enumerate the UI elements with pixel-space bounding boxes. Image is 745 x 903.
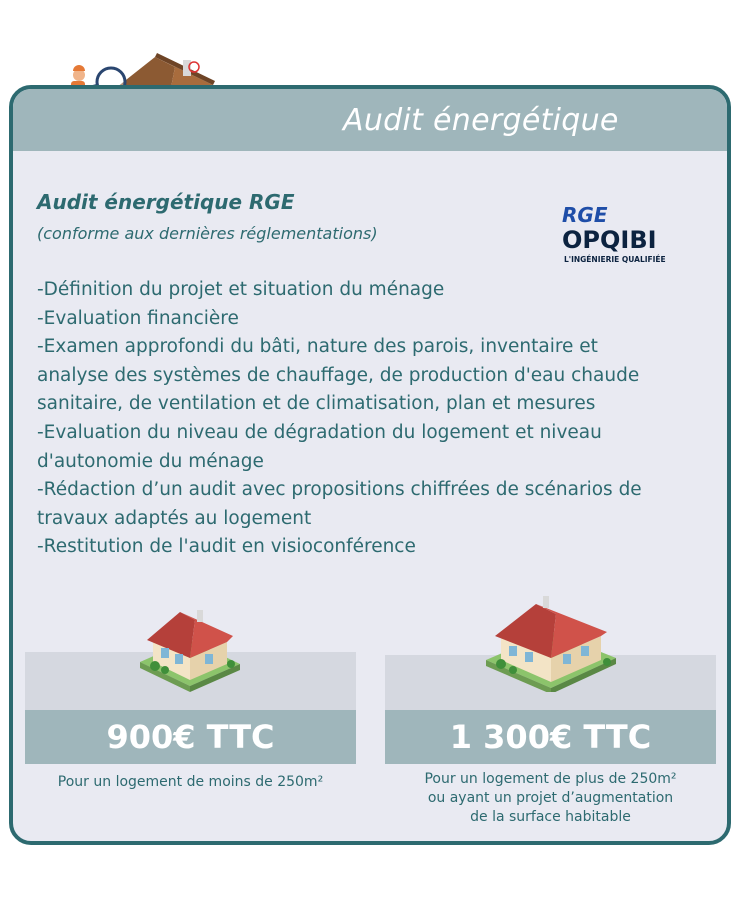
feature-line: -Evaluation financière <box>37 307 239 329</box>
page-title: Audit énergétique <box>343 103 619 138</box>
offer-caption <box>25 773 356 792</box>
large-house-icon <box>481 592 621 692</box>
caption-line: Pour un logement de plus de 250m² <box>424 771 677 787</box>
offer-large <box>385 590 716 830</box>
feature-line: -Restitution de l'audit en visioconférence <box>37 536 416 558</box>
price-label: 1 300€ TTC <box>385 710 716 764</box>
feature-line: -Définition du projet et situation du ménage <box>37 279 445 300</box>
rge-opqibi-logo <box>560 200 670 268</box>
feature-line: -Evaluation du niveau de dégradation du logement et niveau <box>37 421 602 443</box>
price-label: 900€ TTC <box>25 710 356 764</box>
feature-line: -Rédaction d’un audit avec propositions chiffrées de scénarios de <box>37 479 642 501</box>
caption-line: de la surface habitable <box>470 809 631 825</box>
logo-rge-text: RGE <box>562 203 608 227</box>
header-band <box>13 89 727 151</box>
caption-line: ou ayant un projet d’augmentation <box>427 790 674 806</box>
small-house-icon <box>135 602 245 692</box>
feature-line: d'autonomie du ménage <box>37 450 264 472</box>
offer-small <box>25 600 356 800</box>
offer-caption <box>385 770 716 827</box>
logo-brand-text: OPQIBI <box>562 226 657 254</box>
feature-line: sanitaire, de ventilation et de climatisation, plan et mesures <box>37 393 596 415</box>
feature-list <box>37 276 697 562</box>
feature-line: -Examen approfondi du bâti, nature des parois, inventaire et <box>37 336 598 358</box>
feature-line: travaux adaptés au logement <box>37 507 312 529</box>
regulation-note: (conforme aux dernières réglementations) <box>37 224 378 243</box>
audit-subtitle: Audit énergétique RGE <box>37 190 295 214</box>
caption-line: Pour un logement de moins de 250m² <box>57 774 324 790</box>
logo-tagline-text: L'INGÉNIERIE QUALIFIÉE <box>564 255 666 264</box>
feature-line: analyse des systèmes de chauffage, de production d'eau chaude <box>37 364 640 386</box>
